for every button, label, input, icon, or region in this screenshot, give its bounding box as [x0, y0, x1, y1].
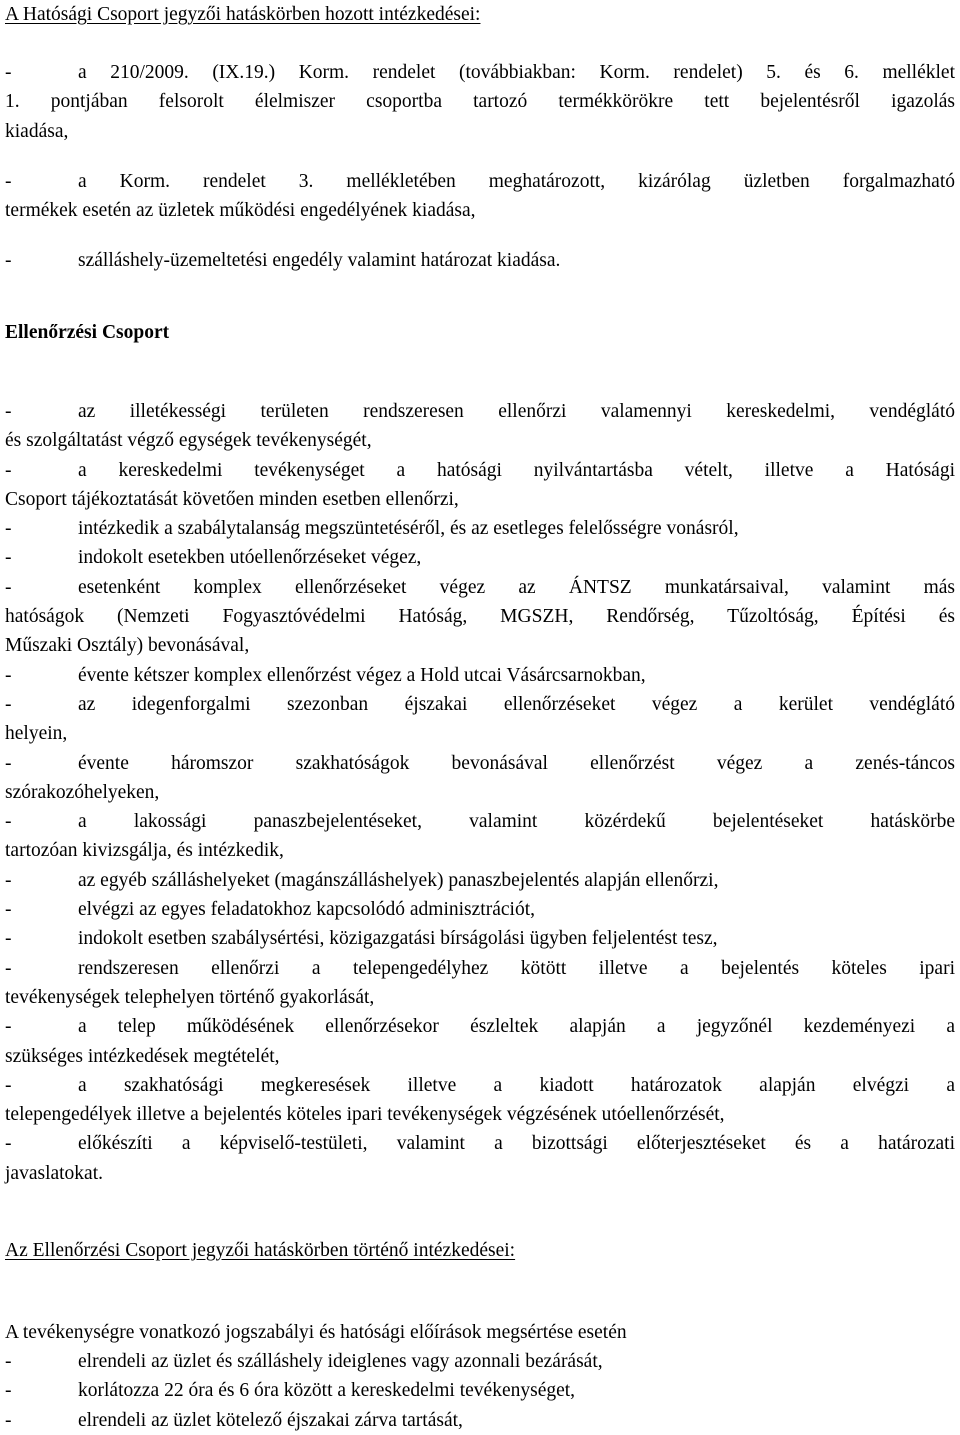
- list-dash: -: [5, 518, 12, 540]
- list-item-text: intézkedik a szabálytalanság megszüntetéséről, és az esetleges felelősségre vonásról,: [78, 518, 739, 540]
- section-heading: Ellenőrzési Csoport: [5, 322, 170, 343]
- list-item-text: helyein,: [5, 723, 68, 745]
- list-item: [5, 514, 955, 543]
- list-item-text: évente háromszor szakhatóságok bevonásával ellenőrzést végez a zenés-táncos: [78, 752, 955, 774]
- list-dash: -: [5, 899, 12, 921]
- list-item-line: [5, 924, 955, 953]
- list-dash: -: [5, 170, 12, 192]
- list-item-text: elrendeli az üzlet kötelező éjszakai zárva tartását,: [78, 1409, 463, 1431]
- list-item-text: szórakozóhelyeken,: [5, 781, 160, 803]
- list-item-line: [5, 954, 955, 983]
- list-item-line: [5, 514, 955, 543]
- list-item: [5, 1012, 955, 1071]
- list-item-line: [5, 778, 955, 807]
- list-item-line: [5, 719, 955, 748]
- list-item-line: [5, 246, 955, 275]
- list-dash: -: [5, 250, 12, 272]
- list-item-text: az idegenforgalmi szezonban éjszakai ellenőrzéseket végez a kerület vendéglátó: [78, 693, 955, 715]
- section-hatosagi: [5, 0, 955, 29]
- list-item-text: előkészíti a képviselő-testületi, valamint a bizottsági előterjesztéseket és a határozati: [78, 1133, 955, 1155]
- list-dash: -: [5, 1074, 12, 1096]
- list-item-line: [5, 1159, 955, 1188]
- list-item-line: [5, 631, 955, 660]
- list-dash: -: [5, 811, 12, 833]
- list-item-text: indokolt esetben szabálysértési, közigazgatási bírságolási ügyben feljelentést tesz,: [78, 928, 718, 950]
- section-heading: A Hatósági Csoport jegyzői hatáskörben hozott intézkedései:: [5, 4, 481, 25]
- list-item-text: a Korm. rendelet 3. mellékletében meghatározott, kizárólag üzletben forgalmazható: [78, 170, 955, 192]
- list-item: [5, 167, 955, 226]
- list-item-line: [5, 543, 955, 572]
- intro-text: A tevékenységre vonatkozó jogszabályi és hatósági előírások megsértése esetén: [5, 1322, 627, 1343]
- list-item-text: szálláshely-üzemeltetési engedély valamint határozat kiadása.: [78, 250, 561, 272]
- list-item-text: a telep működésének ellenőrzésekor észleltek alapján a jegyzőnél kezdeményezi a: [78, 1016, 955, 1038]
- list-dash: -: [5, 547, 12, 569]
- list-item-line: [5, 485, 955, 514]
- section-intezkedesek: [5, 1236, 955, 1265]
- list-item: [5, 58, 955, 146]
- list-item: [5, 924, 955, 953]
- list-item-line: [5, 1012, 955, 1041]
- list-item: [5, 1376, 955, 1405]
- list-item-text: 1. pontjában felsorolt élelmiszer csoportba tartozó termékkörökre tett bejelentésről igazolás: [5, 91, 955, 113]
- ellenorzesi-list: [5, 397, 955, 1188]
- list-item-text: a szakhatósági megkeresések illetve a kiadott határozatok alapján elvégzi a: [78, 1074, 955, 1096]
- list-item-line: [5, 397, 955, 426]
- list-item-text: évente kétszer komplex ellenőrzést végez a Hold utcai Vásárcsarnokban,: [78, 664, 646, 686]
- list-item-text: az egyéb szálláshelyeket (magánszálláshelyek) panaszbejelentés alapján ellenőrzi,: [78, 869, 719, 891]
- list-item: [5, 246, 955, 275]
- list-dash: -: [5, 1351, 12, 1372]
- list-item-text: szükséges intézkedések megtételét,: [5, 1045, 280, 1067]
- list-item-text: a kereskedelmi tevékenységet a hatósági nyilvántartásba vételt, illetve a Hatósági: [78, 459, 955, 481]
- list-item-line: [5, 807, 955, 836]
- list-dash: -: [5, 1016, 12, 1038]
- list-item-line: [5, 836, 955, 865]
- list-item: [5, 866, 955, 895]
- list-item: [5, 1129, 955, 1188]
- list-item: [5, 543, 955, 572]
- list-item: [5, 749, 955, 808]
- list-item-line: [5, 87, 955, 116]
- list-item-line: [5, 58, 955, 87]
- list-dash: -: [5, 957, 12, 979]
- section-heading: Az Ellenőrzési Csoport jegyzői hatáskörben történő intézkedései:: [5, 1240, 516, 1261]
- list-item-text: hatóságok (Nemzeti Fogyasztóvédelmi Hatóság, MGSZH, Rendőrség, Tűzoltóság, Építési és: [5, 606, 955, 628]
- list-item: [5, 573, 955, 661]
- list-item-text: telepengedélyek illetve a bejelentés köteles ipari tevékenységek végzésének utóellenőrzését,: [5, 1104, 725, 1126]
- list-item: [5, 1347, 955, 1376]
- list-item-text: termékek esetén az üzletek működési engedélyének kiadása,: [5, 200, 476, 222]
- intezkedesek-intro: [5, 1318, 955, 1347]
- list-item-line: [5, 602, 955, 631]
- list-item-line: [5, 426, 955, 455]
- list-item-line: [5, 1071, 955, 1100]
- list-item-text: Műszaki Osztály) bevonásával,: [5, 635, 250, 657]
- list-item-text: Csoport tájékoztatását követően minden esetben ellenőrzi,: [5, 488, 459, 510]
- list-dash: -: [5, 869, 12, 891]
- list-item-text: a 210/2009. (IX.19.) Korm. rendelet (továbbiakban: Korm. rendelet) 5. és 6. melléklet: [78, 62, 955, 83]
- list-dash: -: [5, 576, 12, 598]
- list-item-line: [5, 1129, 955, 1158]
- list-item-text: elrendeli az üzlet és szálláshely ideiglenes vagy azonnali bezárását,: [78, 1351, 603, 1372]
- list-item-line: [5, 1100, 955, 1129]
- list-dash: -: [5, 752, 12, 774]
- list-item-line: [5, 749, 955, 778]
- list-dash: -: [5, 401, 12, 422]
- list-item-line: [5, 573, 955, 602]
- list-item-line: [5, 895, 955, 924]
- list-item-text: kiadása,: [5, 120, 69, 142]
- list-item-text: javaslatokat.: [5, 1162, 104, 1184]
- list-dash: -: [5, 62, 12, 83]
- list-item-text: esetenként komplex ellenőrzéseket végez az ÁNTSZ munkatársaival, valamint más: [78, 576, 955, 598]
- list-dash: -: [5, 928, 12, 950]
- list-item-text: rendszeresen ellenőrzi a telepengedélyhez kötött illetve a bejelentés köteles ipari: [78, 957, 955, 979]
- hatosagi-list: [5, 58, 955, 276]
- list-item-text: az illetékességi területen rendszeresen ellenőrzi valamennyi kereskedelmi, vendéglátó: [78, 401, 955, 422]
- list-item-text: indokolt esetekben utóellenőrzéseket végez,: [78, 547, 422, 569]
- list-item-line: [5, 690, 955, 719]
- list-item-line: [5, 983, 955, 1012]
- section-ellenorzesi: [5, 318, 955, 347]
- list-item: [5, 661, 955, 690]
- list-item-line: [5, 1406, 955, 1435]
- intezkedesek-list: [5, 1347, 955, 1435]
- list-item-line: [5, 661, 955, 690]
- list-dash: -: [5, 1409, 12, 1431]
- list-item-line: [5, 196, 955, 225]
- list-item-line: [5, 456, 955, 485]
- list-item-line: [5, 117, 955, 146]
- list-item-text: elvégzi az egyes feladatokhoz kapcsolódó adminisztrációt,: [78, 899, 535, 921]
- list-item: [5, 1406, 955, 1435]
- list-dash: -: [5, 1380, 12, 1402]
- list-item: [5, 807, 955, 866]
- list-dash: -: [5, 1133, 12, 1155]
- list-item: [5, 1071, 955, 1130]
- list-dash: -: [5, 459, 12, 481]
- list-item: [5, 690, 955, 749]
- list-item-line: [5, 866, 955, 895]
- list-item-text: korlátozza 22 óra és 6 óra között a kereskedelmi tevékenységet,: [78, 1380, 576, 1402]
- list-dash: -: [5, 664, 12, 686]
- list-item-line: [5, 1376, 955, 1405]
- list-item-line: [5, 1042, 955, 1071]
- list-item: [5, 456, 955, 515]
- list-item-text: tartozóan kivizsgálja, és intézkedik,: [5, 840, 284, 862]
- list-item: [5, 895, 955, 924]
- list-item-text: és szolgáltatást végző egységek tevékenységét,: [5, 430, 372, 452]
- list-item-text: a lakossági panaszbejelentéseket, valamint közérdekű bejelentéseket hatáskörbe: [78, 811, 955, 833]
- list-item-line: [5, 1347, 955, 1376]
- list-item: [5, 954, 955, 1013]
- list-item-text: tevékenységek telephelyen történő gyakorlását,: [5, 986, 375, 1008]
- list-item-line: [5, 167, 955, 196]
- list-dash: -: [5, 693, 12, 715]
- list-item: [5, 397, 955, 456]
